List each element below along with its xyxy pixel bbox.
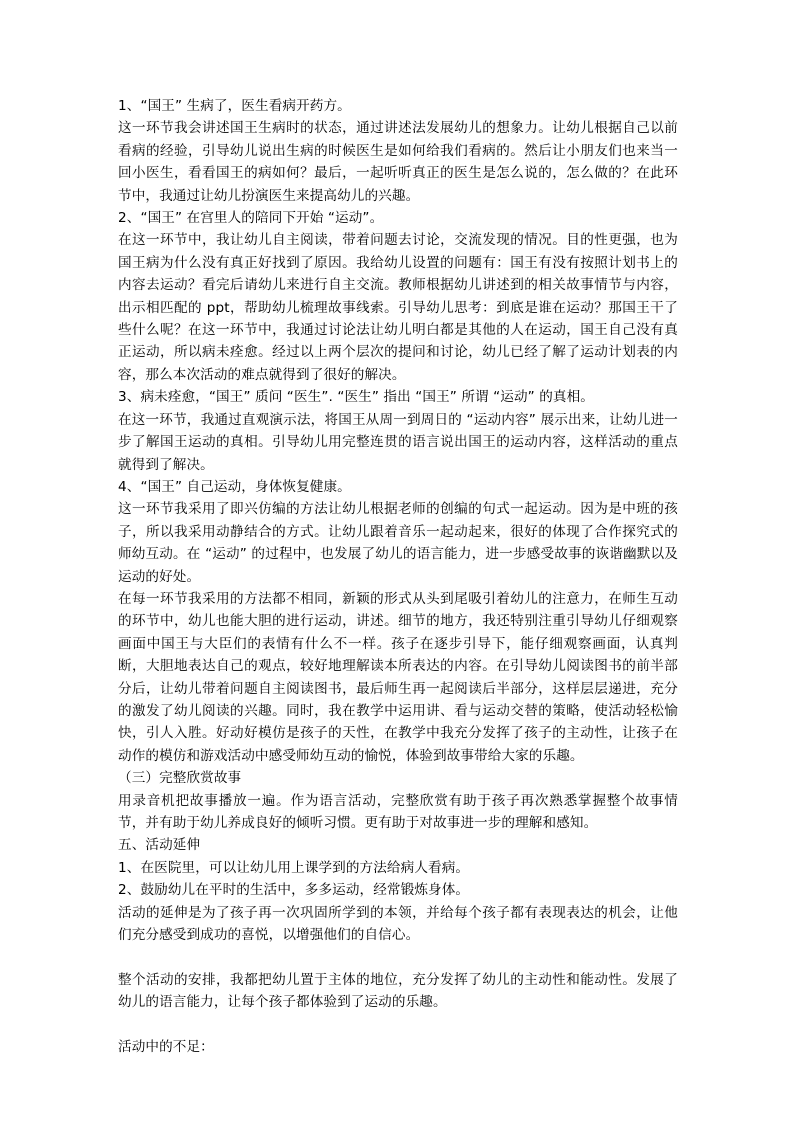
paragraph: 在这一环节中，我让幼儿自主阅读，带着问题去讨论，交流发现的情况。目的性更强，也为国王病为什么没有真正好找到了原因。我给幼儿设置的问题有：国王有没有按照计划书上的内容去运动？看完后请幼儿来进行自主交流。教师根据幼儿讲述到的相关故事情节与内容，出示相匹配的 ppt，帮助幼儿梳理故事线索。引导幼儿思考：到底是谁在运动？那国王干了些什么呢？在这一环节中，我通过讨论法让幼儿明白都是其他的人在运动，国王自己没有真正运动，所以病未痊愈。经过以上两个层次的提问和讨论，幼儿已经了解了运动计划表的内容，那么本次活动的难点就得到了很好的解决。 (118, 232, 678, 383)
section-heading-4: 4、“国王” 自己运动，身体恢复健康。 (118, 478, 351, 495)
list-item: 2、鼓励幼儿在平时的生活中，多多运动，经常锻炼身体。 (118, 882, 470, 899)
section-heading-2: 2、“国王” 在宫里人的陪同下开始 “运动”。 (118, 210, 384, 227)
paragraph: 在每一环节我采用的方法都不相同，新颖的形式从头到尾吸引着幼儿的注意力，在师生互动的环节中，幼儿也能大胆的进行运动，讲述。细节的地方，我还特别注重引导幼儿仔细观察画面中国王与大臣们的表情有什么不一样。孩子在逐步引导下，能仔细观察画面，认真判断，大胆地表达自己的观点，较好地理解读本所表达的内容。在引导幼儿阅读图书的前半部分后，让幼儿带着问题自主阅读图书，最后师生再一起阅读后半部分，这样层层递进，充分的激发了幼儿阅读的兴趣。同时，我在教学中运用讲、看与运动交替的策略，使活动轻松愉快，引人入胜。好动好模仿是孩子的天性，在教学中我充分发挥了孩子的主动性，让孩子在动作的模仿和游戏活动中感受师幼互动的愉悦，体验到故事带给大家的乐趣。 (118, 590, 678, 764)
section-heading-3: 3、病未痊愈，“国王” 质问 “医生”. “医生” 指出 “国王” 所谓 “运动” 的真相。 (118, 389, 594, 406)
paragraph: 这一环节我会讲述国王生病时的状态，通过讲述法发展幼儿的想象力。让幼儿根据自己以前看病的经验，引导幼儿说出生病的时候医生是如何给我们看病的。然后让小朋友们也来当一回小医生，看看国王的病如何？最后，一起听听真正的医生是怎么说的，怎么做的？在此环节中，我通过让幼儿扮演医生来提高幼儿的兴趣。 (118, 120, 678, 204)
blank-line (118, 946, 678, 968)
paragraph: 活动的延伸是为了孩子再一次巩固所学到的本领，并给每个孩子都有表现表达的机会，让他们充分感受到成功的喜悦，以增强他们的自信心。 (118, 904, 678, 944)
paragraph-shortcomings: 活动中的不足： (118, 1039, 214, 1056)
paragraph: 这一环节我采用了即兴仿编的方法让幼儿根据老师的创编的句式一起运动。因为是中班的孩子，所以我采用动静结合的方式。让幼儿跟着音乐一起动起来，很好的体现了合作探究式的师幼互动。在 “运动” 的过程中，也发展了幼儿的语言能力，进一步感受故事的诙谐幽默以及运动的好处。 (118, 501, 678, 585)
section-heading-extension: 五、活动延伸 (118, 837, 201, 854)
section-heading-1: 1、“国王” 生病了，医生看病开药方。 (118, 98, 351, 114)
paragraph: 在这一环节，我通过直观演示法，将国王从周一到周日的 “运动内容” 展示出来，让幼儿进一步了解国王运动的真相。引导幼儿用完整连贯的语言说出国王的运动内容，这样活动的重点就得到了解决。 (118, 411, 678, 473)
paragraph: 整个活动的安排，我都把幼儿置于主体的地位，充分发挥了幼儿的主动性和能动性。发展了幼儿的语言能力，让每个孩子都体验到了运动的乐趣。 (118, 971, 678, 1011)
paragraph: 用录音机把故事播放一遍。作为语言活动，完整欣赏有助于孩子再次熟悉掌握整个故事情节，并有助于幼儿养成良好的倾听习惯。更有助于对故事进一步的理解和感知。 (118, 792, 678, 831)
blank-line (118, 1014, 678, 1036)
list-item: 1、在医院里，可以让幼儿用上课学到的方法给病人看病。 (118, 859, 470, 876)
document-body (118, 95, 678, 1058)
subsection-heading: （三）完整欣赏故事 (118, 770, 242, 787)
